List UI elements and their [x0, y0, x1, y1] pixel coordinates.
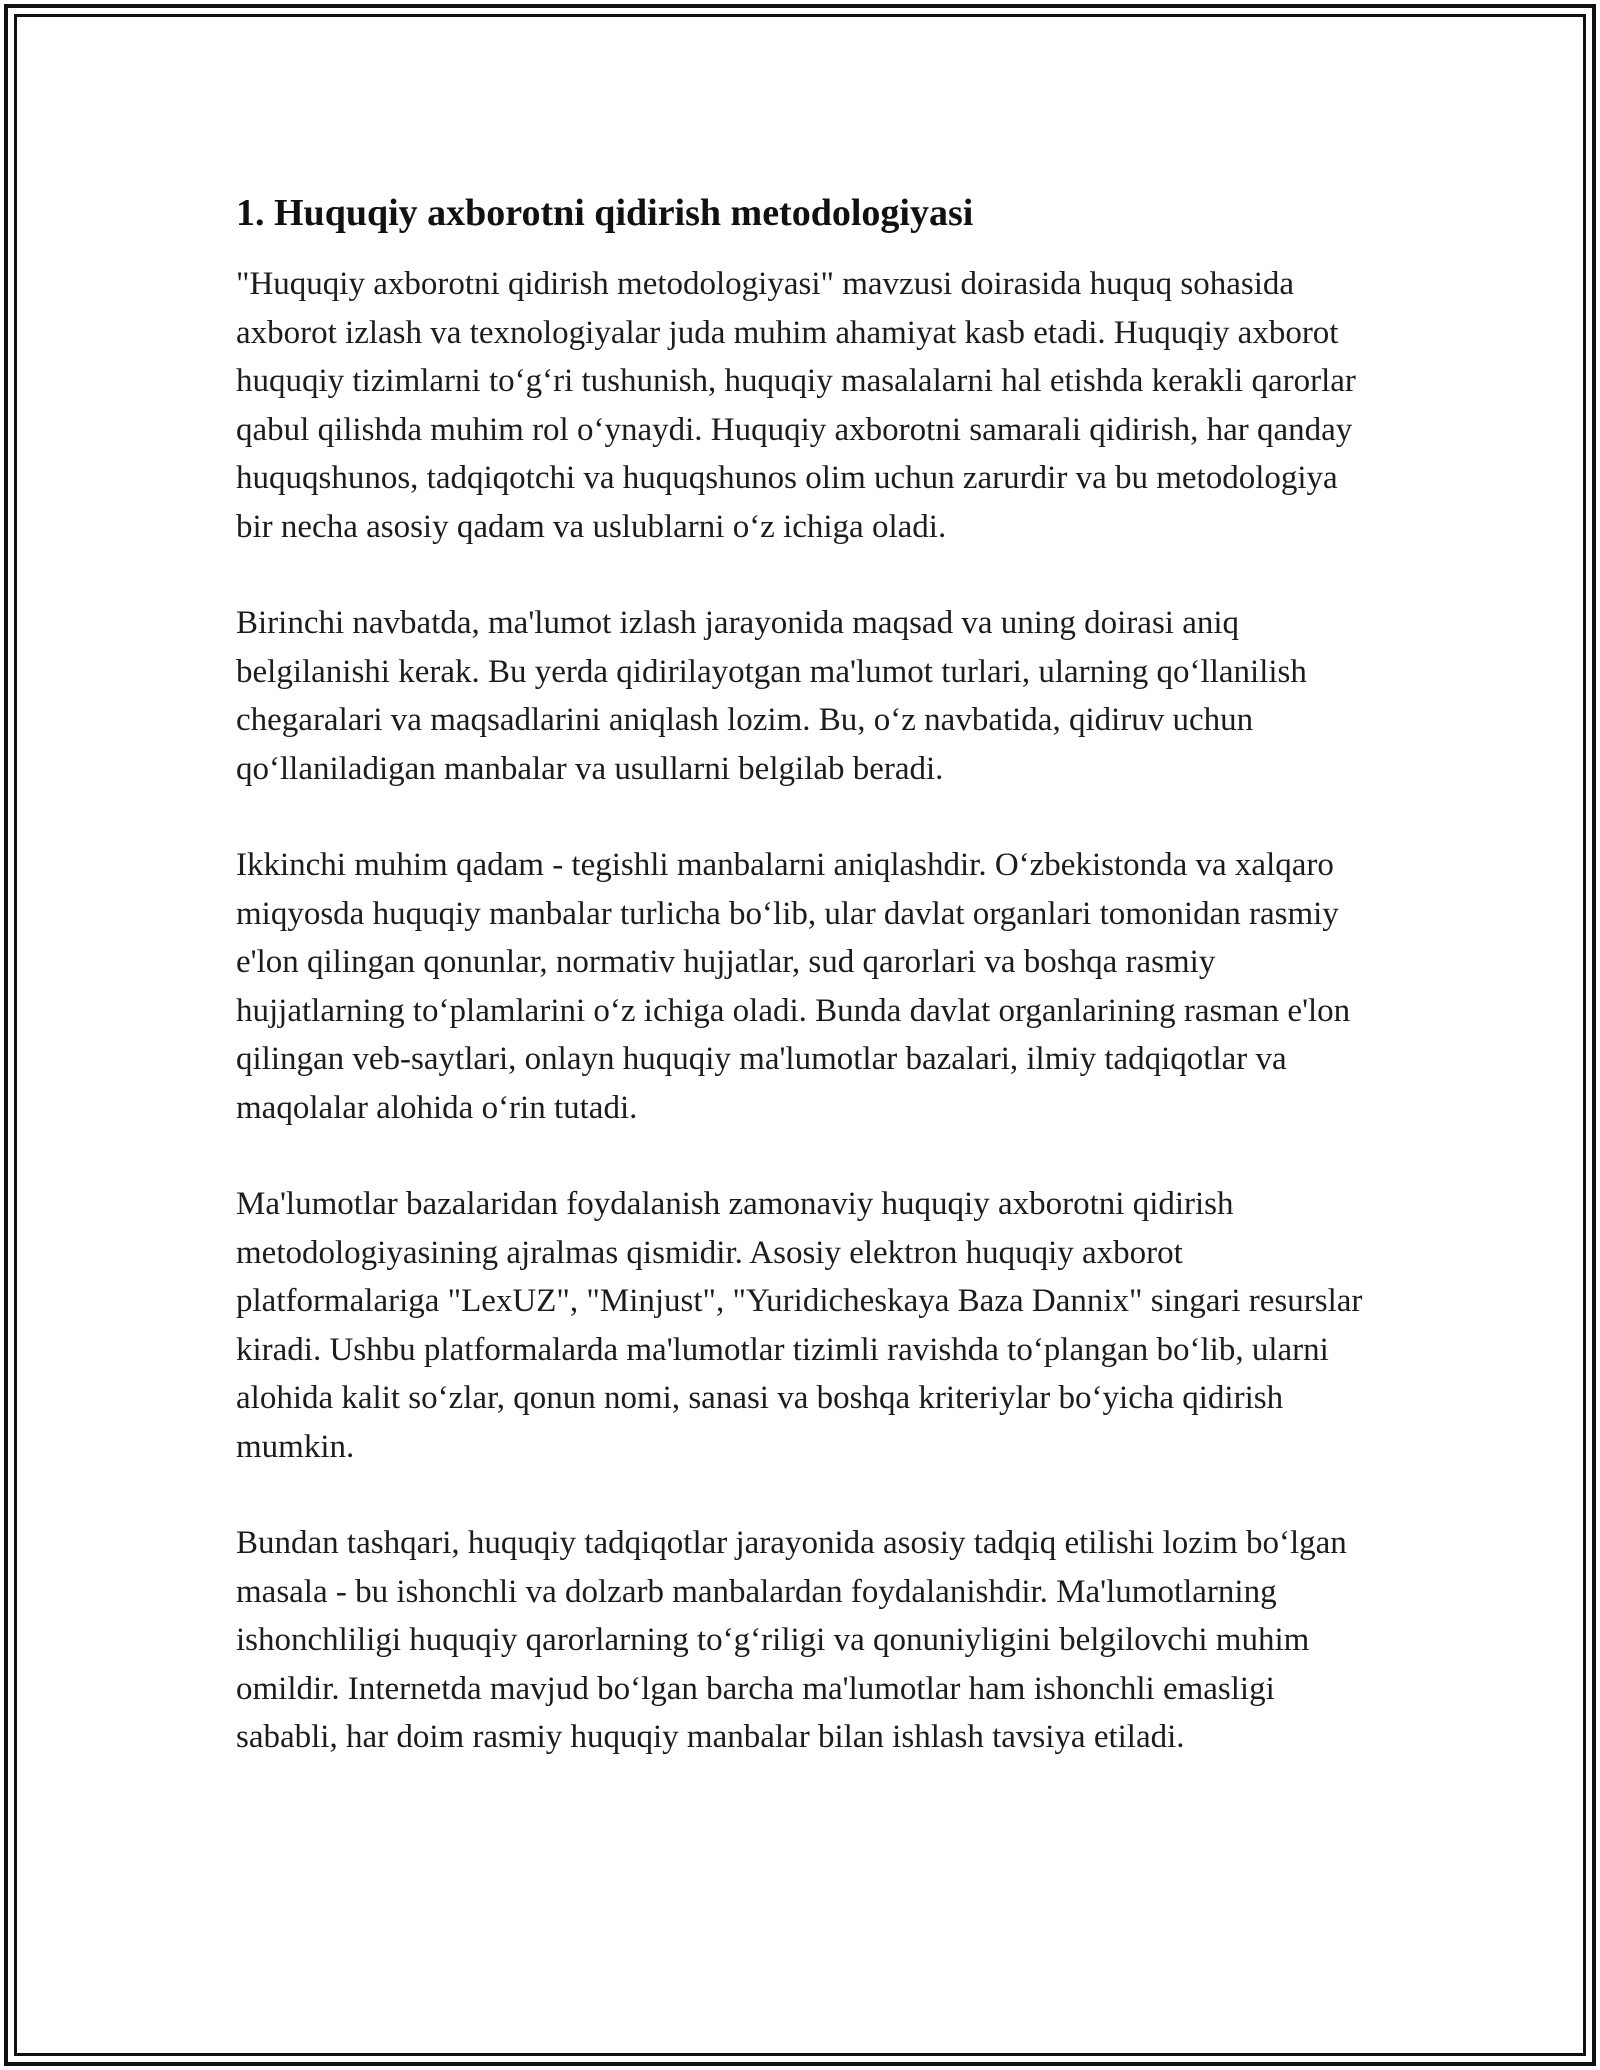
paragraph-intro: "Huquqiy axborotni qidirish metodologiyasi" mavzusi doirasida huquq sohasida axborot izlash va texnologiyalar juda muhim ahamiyat kasb etadi. Huquqiy axborot huquqiy tizimlarni to‘g‘ri tushunish, huquqiy masalalarni hal etishda kerakli qarorlar qabul qilishda muhim rol o‘ynaydi. Huquqiy axborotni samarali qidirish, har qanday huquqshunos, tadqiqotchi va huquqshunos olim uchun zarurdir va bu metodologiya bir necha asosiy qadam va uslublarni o‘z ichiga oladi.	[236, 266, 1356, 545]
paragraph-second-step: Ikkinchi muhim qadam - tegishli manbalarni aniqlashdir. O‘zbekistonda va xalqaro miqyosda huquqiy manbalar turlicha bo‘lib, ular davlat organlari tomonidan rasmiy e'lon qilingan qonunlar, normativ hujjatlar, sud qarorlari va boshqa rasmiy hujjatlarning to‘plamlarini o‘z ichiga oladi. Bunda davlat organlarining rasman e'lon qilingan veb-saytlari, onlayn huquqiy ma'lumotlar bazalari, ilmiy tadqiqotlar va maqolalar alohida o‘rin tutadi.	[236, 847, 1351, 1126]
document-body	[236, 188, 1366, 1810]
paragraph-first-step: Birinchi navbatda, ma'lumot izlash jarayonida maqsad va uning doirasi aniq belgilanishi kerak. Bu yerda qidirilayotgan ma'lumot turlari, ularning qo‘llanilish chegaralari va maqsadlarini aniqlash lozim. Bu, o‘z navbatida, qidiruv uchun qo‘llaniladigan manbalar va usullarni belgilab beradi.	[236, 605, 1307, 787]
page-title: 1. Huquqiy axborotni qidirish metodologiyasi	[236, 192, 974, 234]
paragraph-reliability: Bundan tashqari, huquqiy tadqiqotlar jarayonida asosiy tadqiq etilishi lozim bo‘lgan masala - bu ishonchli va dolzarb manbalardan foydalanishdir. Ma'lumotlarning ishonchliligi huquqiy qarorlarning to‘g‘riligi va qonuniyligini belgilovchi muhim omildir. Internetda mavjud bo‘lgan barcha ma'lumotlar ham ishonchli emasligi sababli, har doim rasmiy huquqiy manbalar bilan ishlash tavsiya etiladi.	[236, 1525, 1347, 1755]
paragraph-databases: Ma'lumotlar bazalaridan foydalanish zamonaviy huquqiy axborotni qidirish metodologiyasining ajralmas qismidir. Asosiy elektron huquqiy axborot platformalariga "LexUZ", "Minjust", "Yuridicheskaya Baza Dannix" singari resurslar kiradi. Ushbu platformalarda ma'lumotlar tizimli ravishda to‘plangan bo‘lib, ularni alohida kalit so‘zlar, qonun nomi, sanasi va boshqa kriteriylar bo‘yicha qidirish mumkin.	[236, 1186, 1363, 1465]
